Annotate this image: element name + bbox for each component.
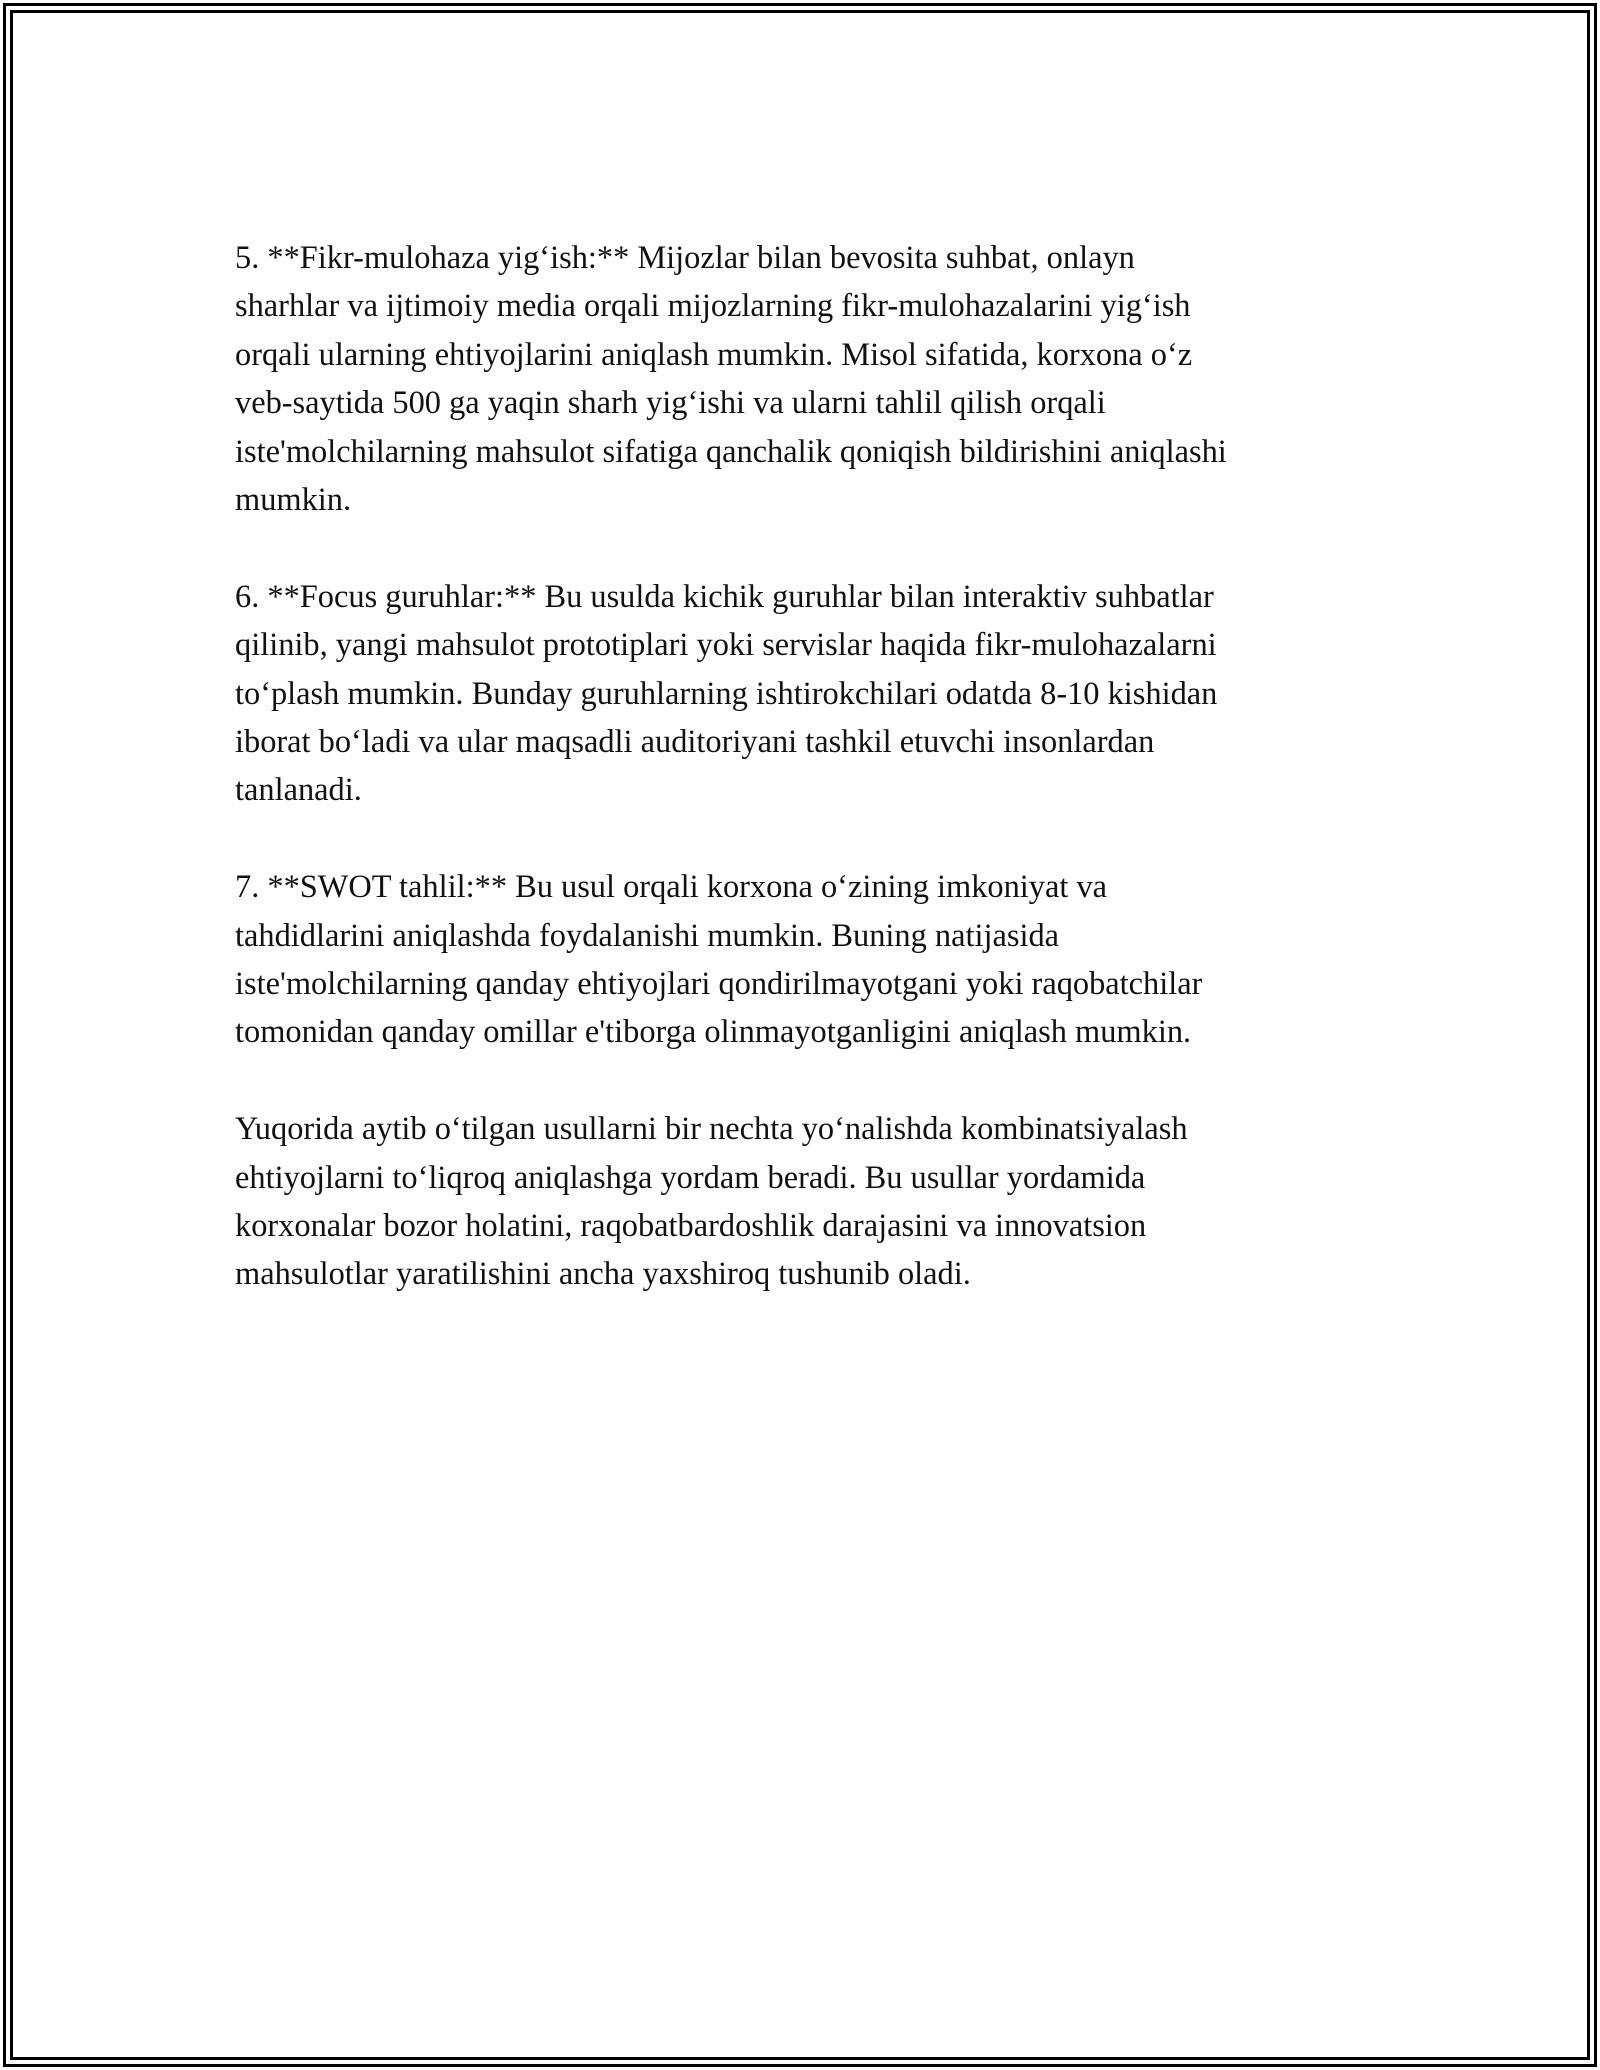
paragraph-conclusion: Yuqorida aytib o‘tilgan usullarni bir nechta yo‘nalishda kombinatsiyalash ehtiyojlarni to‘liqroq aniqlashga yordam beradi. Bu usullar yordamida korxonalar bozor holatini, raqobatbardoshlik darajasini va innovatsion mahsulotlar yaratilishini ancha yaxshiroq tushunib oladi. — [235, 1111, 1188, 1293]
paragraph-feedback-collection: 5. **Fikr-mulohaza yig‘ish:** Mijozlar bilan bevosita suhbat, onlayn sharhlar va ijtimoiy media orqali mijozlarning fikr-mulohazalarini yig‘ish orqali ularning ehtiyojlarini aniqlash mumkin. Misol sifatida, korxona o‘z veb-saytida 500 ga yaqin sharh yig‘ishi va ularni tahlil qilish orqali iste'molchilarning mahsulot sifatiga qanchalik qoniqish bildirishini aniqlashi mumkin. — [235, 240, 1227, 519]
paragraph-focus-groups: 6. **Focus guruhlar:** Bu usulda kichik guruhlar bilan interaktiv suhbatlar qilinib, yangi mahsulot prototiplari yoki servislar haqida fikr-mulohazalarni to‘plash mumkin. Bunday guruhlarning ishtirokchilari odatda 8-10 kishidan iborat bo‘ladi va ular maqsadli auditoriyani tashkil etuvchi insonlardan tanlanadi. — [235, 578, 1218, 809]
document-body — [235, 234, 1385, 1299]
paragraph-swot-analysis: 7. **SWOT tahlil:** Bu usul orqali korxona o‘zining imkoniyat va tahdidlarini aniqlashda foydalanishi mumkin. Buning natijasida iste'molchilarning qanday ehtiyojlari qondirilmayotgani yoki raqobatchilar tomonidan qanday omillar e'tiborga olinmayotganligini aniqlash mumkin. — [235, 869, 1203, 1051]
